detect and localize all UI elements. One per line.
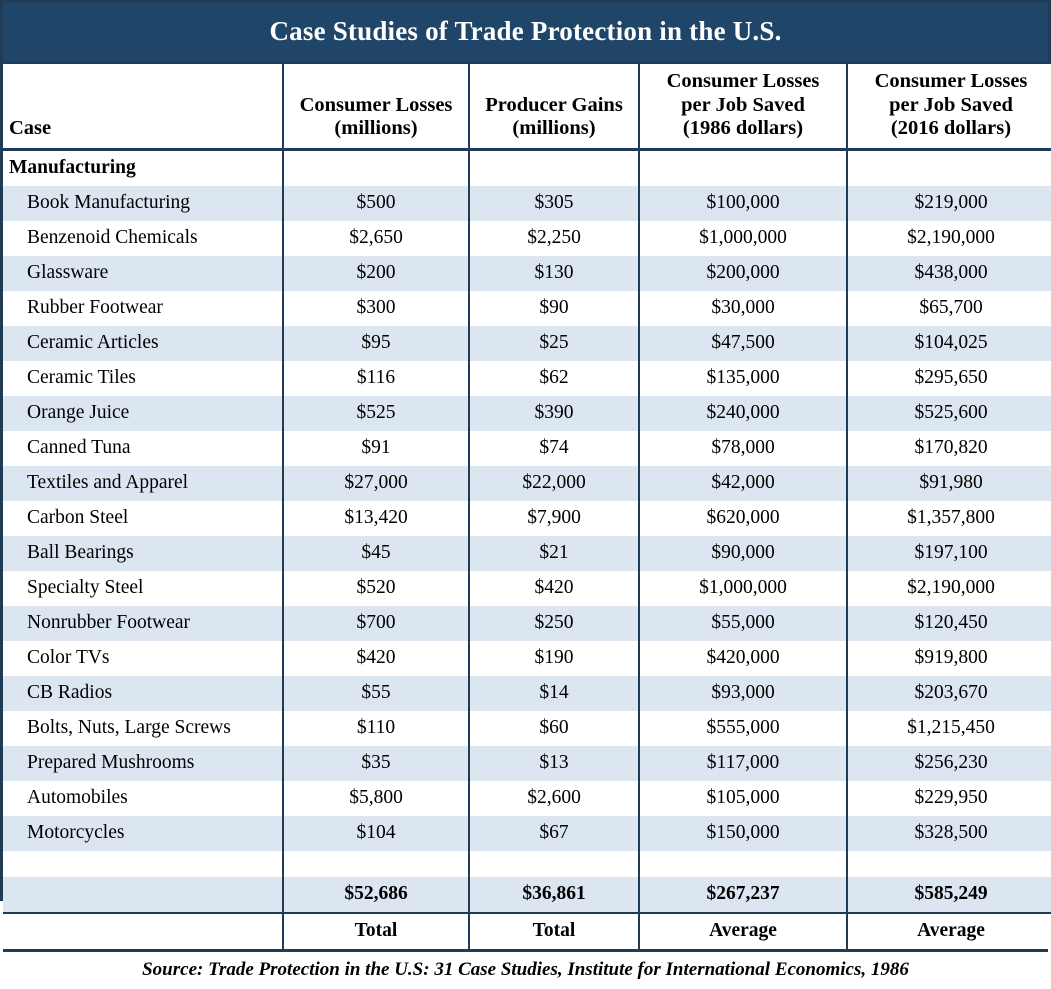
case-cell: Motorcycles [3, 816, 283, 851]
spacer-cell [639, 851, 847, 877]
column-header-line: Consumer Losses [666, 70, 820, 92]
case-cell: Ball Bearings [3, 536, 283, 571]
consumer-losses-1986-cell: $42,000 [639, 466, 847, 501]
producer-gains-cell: $130 [469, 256, 639, 291]
table-body [3, 149, 1051, 949]
producer-gains-cell: $14 [469, 676, 639, 711]
consumer-losses-cell: $27,000 [283, 466, 469, 501]
consumer-losses-2016-cell: $1,357,800 [847, 501, 1051, 536]
consumer-losses-1986-cell: $555,000 [639, 711, 847, 746]
consumer-losses-1986-cell: $135,000 [639, 361, 847, 396]
consumer-losses-cell: $45 [283, 536, 469, 571]
producer-gains-cell: $250 [469, 606, 639, 641]
producer-gains-cell: $25 [469, 326, 639, 361]
section-cell [469, 149, 639, 186]
consumer-losses-1986-cell: $78,000 [639, 431, 847, 466]
consumer-losses-cell: $55 [283, 676, 469, 711]
case-cell: Glassware [3, 256, 283, 291]
column-header-line: per Job Saved [889, 93, 1013, 116]
consumer-losses-2016-cell: $2,190,000 [847, 221, 1051, 256]
totals-label-cell [3, 913, 283, 949]
table-header-row [3, 64, 1051, 149]
consumer-losses-cell: $520 [283, 571, 469, 606]
totals-label-cell: Average [847, 913, 1051, 949]
table-row [3, 466, 1051, 501]
consumer-losses-2016-cell: $2,190,000 [847, 571, 1051, 606]
table-row [3, 816, 1051, 851]
column-header-line: per Job Saved [681, 93, 805, 116]
table-row [3, 431, 1051, 466]
consumer-losses-1986-cell: $150,000 [639, 816, 847, 851]
consumer-losses-cell: $91 [283, 431, 469, 466]
column-header-line: Consumer Losses [299, 93, 453, 116]
producer-gains-cell: $2,250 [469, 221, 639, 256]
table-row [3, 781, 1051, 816]
consumer-losses-2016-cell: $438,000 [847, 256, 1051, 291]
producer-gains-cell: $60 [469, 711, 639, 746]
consumer-losses-1986-cell: $55,000 [639, 606, 847, 641]
section-cell [639, 149, 847, 186]
consumer-losses-1986-cell: $240,000 [639, 396, 847, 431]
case-cell: Rubber Footwear [3, 291, 283, 326]
producer-gains-cell: $62 [469, 361, 639, 396]
consumer-losses-cell: $500 [283, 186, 469, 221]
column-header-line: (millions) [334, 117, 418, 140]
totals-label-cell: Average [639, 913, 847, 949]
producer-gains-cell: $90 [469, 291, 639, 326]
producer-gains-cell: $13 [469, 746, 639, 781]
case-cell: Nonrubber Footwear [3, 606, 283, 641]
table-row [3, 641, 1051, 676]
consumer-losses-1986-cell: $100,000 [639, 186, 847, 221]
totals-case-cell [3, 877, 283, 913]
producer-gains-cell: $67 [469, 816, 639, 851]
consumer-losses-cell: $104 [283, 816, 469, 851]
producer-gains-cell: $2,600 [469, 781, 639, 816]
case-studies-table [3, 64, 1051, 949]
consumer-losses-cell: $110 [283, 711, 469, 746]
page-title: Case Studies of Trade Protection in the U.S. [3, 3, 1048, 64]
consumer-losses-2016-cell: $256,230 [847, 746, 1051, 781]
column-header-consumer-losses-per-job-2016 [847, 64, 1051, 149]
table-row [3, 221, 1051, 256]
consumer-losses-2016-cell: $229,950 [847, 781, 1051, 816]
case-cell: Ceramic Articles [3, 326, 283, 361]
case-cell: Ceramic Tiles [3, 361, 283, 396]
column-header-consumer-losses [283, 64, 469, 149]
consumer-losses-cell: $420 [283, 641, 469, 676]
section-cell [847, 149, 1051, 186]
table-row [3, 396, 1051, 431]
table-row [3, 326, 1051, 361]
table-header [3, 64, 1051, 149]
column-header-line: Producer Gains [485, 93, 623, 116]
case-cell: Carbon Steel [3, 501, 283, 536]
consumer-losses-2016-cell: $525,600 [847, 396, 1051, 431]
column-header-line: (2016 dollars) [890, 117, 1012, 140]
table-row [3, 676, 1051, 711]
table-row [3, 256, 1051, 291]
case-cell: Canned Tuna [3, 431, 283, 466]
consumer-losses-2016-cell: $919,800 [847, 641, 1051, 676]
column-header-line: Consumer Losses [874, 70, 1028, 92]
consumer-losses-1986-cell: $1,000,000 [639, 221, 847, 256]
table-totals-row [3, 877, 1051, 913]
case-cell: Automobiles [3, 781, 283, 816]
consumer-losses-cell: $525 [283, 396, 469, 431]
consumer-losses-cell: $700 [283, 606, 469, 641]
producer-gains-cell: $420 [469, 571, 639, 606]
table-row [3, 571, 1051, 606]
producer-gains-cell: $390 [469, 396, 639, 431]
consumer-losses-2016-cell: $65,700 [847, 291, 1051, 326]
case-cell: Prepared Mushrooms [3, 746, 283, 781]
producer-gains-cell: $21 [469, 536, 639, 571]
consumer-losses-1986-cell: $47,500 [639, 326, 847, 361]
table-row [3, 536, 1051, 571]
totals-label-cell: Total [469, 913, 639, 949]
column-header-producer-gains [469, 64, 639, 149]
producer-gains-cell: $305 [469, 186, 639, 221]
table-totals-label-row [3, 913, 1051, 949]
case-cell: Orange Juice [3, 396, 283, 431]
totals-producer-gains-cell: $36,861 [469, 877, 639, 913]
consumer-losses-2016-cell: $203,670 [847, 676, 1051, 711]
case-cell: Book Manufacturing [3, 186, 283, 221]
consumer-losses-1986-cell: $117,000 [639, 746, 847, 781]
consumer-losses-1986-cell: $90,000 [639, 536, 847, 571]
totals-consumer-losses-2016-cell: $585,249 [847, 877, 1051, 913]
consumer-losses-1986-cell: $93,000 [639, 676, 847, 711]
totals-consumer-losses-cell: $52,686 [283, 877, 469, 913]
consumer-losses-cell: $5,800 [283, 781, 469, 816]
consumer-losses-2016-cell: $104,025 [847, 326, 1051, 361]
consumer-losses-cell: $95 [283, 326, 469, 361]
consumer-losses-2016-cell: $91,980 [847, 466, 1051, 501]
consumer-losses-2016-cell: $219,000 [847, 186, 1051, 221]
table-row [3, 606, 1051, 641]
case-cell: Benzenoid Chemicals [3, 221, 283, 256]
case-cell: Color TVs [3, 641, 283, 676]
table-row [3, 291, 1051, 326]
column-header-line: (millions) [512, 117, 596, 140]
case-cell: Textiles and Apparel [3, 466, 283, 501]
table-row [3, 501, 1051, 536]
consumer-losses-1986-cell: $30,000 [639, 291, 847, 326]
producer-gains-cell: $74 [469, 431, 639, 466]
consumer-losses-1986-cell: $1,000,000 [639, 571, 847, 606]
table-row [3, 186, 1051, 221]
consumer-losses-cell: $35 [283, 746, 469, 781]
case-cell: Bolts, Nuts, Large Screws [3, 711, 283, 746]
spacer-cell [3, 851, 283, 877]
table-row [3, 711, 1051, 746]
consumer-losses-2016-cell: $1,215,450 [847, 711, 1051, 746]
consumer-losses-cell: $200 [283, 256, 469, 291]
consumer-losses-2016-cell: $170,820 [847, 431, 1051, 466]
producer-gains-cell: $190 [469, 641, 639, 676]
consumer-losses-1986-cell: $200,000 [639, 256, 847, 291]
spacer-cell [847, 851, 1051, 877]
totals-consumer-losses-1986-cell: $267,237 [639, 877, 847, 913]
spacer-cell [283, 851, 469, 877]
table-section-row [3, 149, 1051, 186]
consumer-losses-2016-cell: $295,650 [847, 361, 1051, 396]
consumer-losses-cell: $116 [283, 361, 469, 396]
column-header-line: (1986 dollars) [682, 117, 804, 140]
column-header-consumer-losses-per-job-1986 [639, 64, 847, 149]
totals-label-cell: Total [283, 913, 469, 949]
case-cell: CB Radios [3, 676, 283, 711]
case-cell: Specialty Steel [3, 571, 283, 606]
consumer-losses-cell: $300 [283, 291, 469, 326]
table-row [3, 361, 1051, 396]
consumer-losses-1986-cell: $105,000 [639, 781, 847, 816]
consumer-losses-2016-cell: $120,450 [847, 606, 1051, 641]
column-header-case: Case [3, 64, 283, 149]
producer-gains-cell: $7,900 [469, 501, 639, 536]
consumer-losses-2016-cell: $328,500 [847, 816, 1051, 851]
section-cell [283, 149, 469, 186]
consumer-losses-cell: $2,650 [283, 221, 469, 256]
section-label: Manufacturing [3, 149, 283, 186]
table-spacer-row [3, 851, 1051, 877]
consumer-losses-1986-cell: $420,000 [639, 641, 847, 676]
table-row [3, 746, 1051, 781]
producer-gains-cell: $22,000 [469, 466, 639, 501]
consumer-losses-1986-cell: $620,000 [639, 501, 847, 536]
consumer-losses-2016-cell: $197,100 [847, 536, 1051, 571]
source-note: Source: Trade Protection in the U.S: 31 Case Studies, Institute for International Economics, 1986 [3, 949, 1048, 989]
consumer-losses-cell: $13,420 [283, 501, 469, 536]
spacer-cell [469, 851, 639, 877]
